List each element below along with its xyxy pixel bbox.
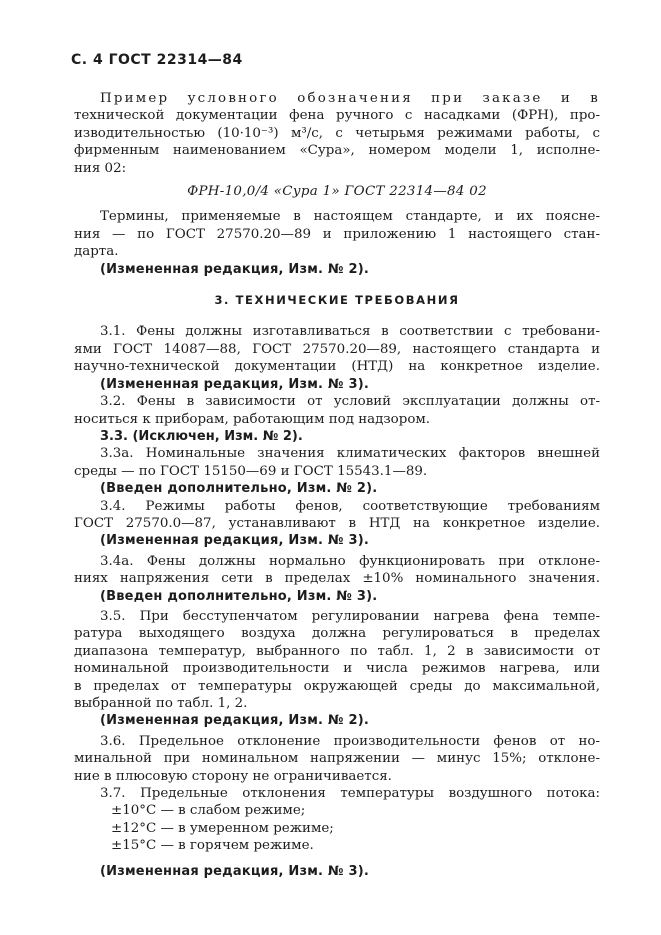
list-item: ±12°С — в умеренном режиме;: [111, 820, 334, 836]
list-item: ±10°С — в слабом режиме;: [111, 803, 306, 819]
text-line: 3.1. Фены должны изготавливаться в соответствии с требовани-: [100, 324, 600, 340]
text-line: ния — по ГОСТ 27570.20—89 и приложению 1 настоящего стан-: [74, 226, 600, 242]
amendment-note: (Измененная редакция, Изм. № 2).: [100, 261, 370, 277]
clause-3-4: [74, 498, 600, 550]
text-line: носиться к приборам, работающим под надзором.: [74, 411, 431, 427]
text-line: 3.6. Предельное отклонение производительности фенов от но-: [100, 733, 600, 749]
page-header: С. 4 ГОСТ 22314—84: [71, 52, 243, 68]
text-line: 3.4. Режимы работы фенов, соответствующие требованиям: [100, 498, 600, 514]
designation-formula: ФРН-10,0/4 «Сура 1» ГОСТ 22314—84 02: [187, 184, 487, 200]
text-line: выбранной по табл. 1, 2.: [74, 696, 248, 711]
amendment-note: (Измененная редакция, Изм. № 3).: [100, 863, 370, 879]
clause-3-7: [74, 785, 600, 880]
text-line: 3.4а. Фены должны нормально функционировать при отклоне-: [100, 553, 600, 569]
text-line: ями ГОСТ 14087—88, ГОСТ 27570.20—89, настоящего стандарта и: [74, 341, 600, 357]
clause-3-3: [74, 428, 600, 445]
amendment-note: (Введен дополнительно, Изм. № 3).: [100, 588, 378, 604]
document-body: [74, 90, 600, 880]
text-line: Термины, применяемые в настоящем стандарте, и их поясне-: [100, 209, 600, 225]
text-line: ние в плюсовую сторону не ограничивается.: [74, 768, 392, 784]
text-line: диапазона температур, выбранного по табл. 1, 2 в зависимости от: [74, 643, 600, 659]
text-line: ния 02:: [74, 160, 127, 176]
text-line: среды — по ГОСТ 15150—69 и ГОСТ 15543.1—89.: [74, 463, 428, 479]
clause-3-3a: [74, 445, 600, 497]
text-line: минальной при номинальном напряжении — минус 15%; отклоне-: [74, 751, 600, 767]
text-line: научно-технической документации (НТД) на конкретное изделие.: [74, 359, 600, 375]
clause-3-6: [74, 733, 600, 785]
text-line: ниях напряжения сети в пределах ±10% номинального значения.: [74, 571, 600, 587]
amendment-note: (Измененная редакция, Изм. № 3).: [100, 533, 370, 549]
text-line: изводительностью (10·10⁻³) м³/с, с четырьмя режимами работы, с: [74, 125, 600, 141]
amendment-note: (Введен дополнительно, Изм. № 2).: [100, 481, 378, 497]
clause-3-4a: [74, 553, 600, 605]
clause-3-5: [74, 608, 600, 730]
text-line: 3.7. Предельные отклонения температуры воздушного потока:: [100, 786, 600, 802]
amendment-note: (Измененная редакция, Изм. № 2).: [100, 713, 370, 729]
text-line: 3.3. (Исключен, Изм. № 2).: [100, 428, 303, 444]
text-line: ГОСТ 27570.0—87, устанавливают в НТД на конкретное изделие.: [74, 515, 600, 531]
text-line: 3.2. Фены в зависимости от условий эксплуатации должны от-: [100, 394, 600, 410]
text-line: номинальной производительности и числа режимов нагрева, или: [74, 661, 600, 677]
text-line: фирменным наименованием «Сура», номером модели 1, исполне-: [74, 143, 600, 159]
text-line: дарта.: [74, 244, 119, 260]
text-line: 3.5. При бесступенчатом регулировании нагрева фена темпе-: [100, 608, 600, 624]
clause-3-1: [74, 323, 600, 393]
section-title: 3. ТЕХНИЧЕСКИЕ ТРЕБОВАНИЯ: [214, 293, 460, 308]
designation-example: [74, 90, 600, 200]
text-line: в пределах от температуры окружающей среды до максимальной,: [74, 678, 600, 694]
terms-paragraph: [74, 208, 600, 278]
text-line: технической документации фена ручного с насадками (ФРН), про-: [74, 108, 600, 124]
amendment-note: (Измененная редакция, Изм. № 3).: [100, 376, 370, 392]
text-line: 3.3а. Номинальные значения климатических факторов внешней: [100, 446, 600, 462]
list-item: ±15°С — в горячем режиме.: [111, 838, 314, 854]
text-line: Пример условного обозначения при заказе и в: [100, 91, 600, 106]
text-line: ратура выходящего воздуха должна регулироваться в пределах: [74, 626, 600, 642]
clause-3-2: [74, 393, 600, 428]
